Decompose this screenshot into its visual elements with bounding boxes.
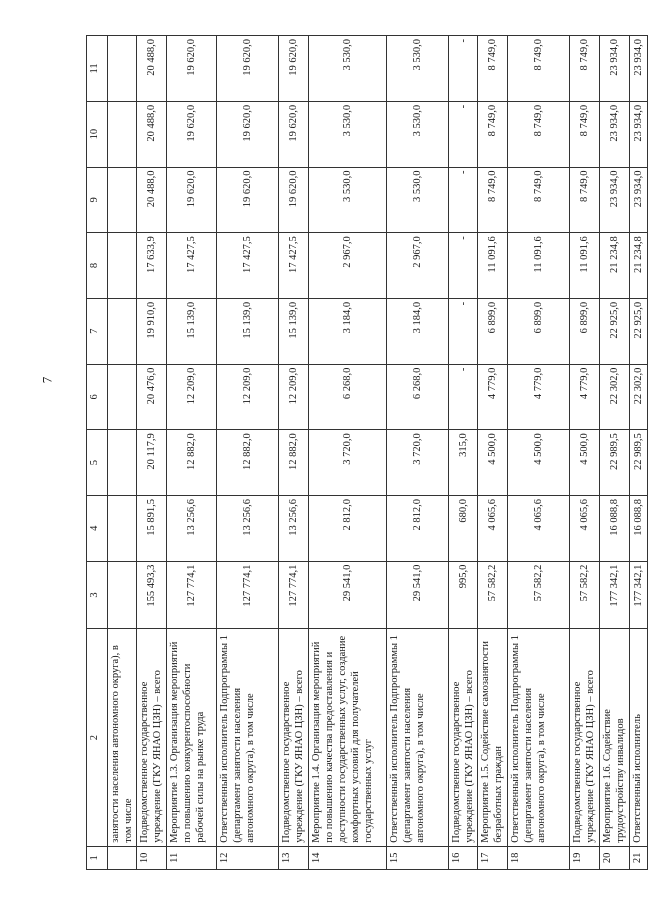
row-name-cell: занятости населения автономного округа), в том числе bbox=[108, 629, 137, 846]
value-cell: 13 256,6 bbox=[167, 495, 217, 561]
value-cell: 12 209,0 bbox=[217, 364, 279, 430]
value-cell: - bbox=[449, 364, 478, 430]
value-cell: 15 891,5 bbox=[137, 495, 167, 561]
header-cell: 1 bbox=[87, 846, 108, 869]
value-cell: 19 620,0 bbox=[279, 101, 309, 167]
value-cell: 6 268,0 bbox=[309, 364, 387, 430]
table-row bbox=[508, 36, 570, 870]
value-cell: 11 091,6 bbox=[478, 233, 508, 299]
value-cell: 17 427,5 bbox=[279, 233, 309, 299]
value-cell: 20 488,0 bbox=[137, 36, 167, 102]
value-cell: 19 620,0 bbox=[217, 167, 279, 233]
row-name-cell: Мероприятие 1.5. Содействие самозанятости безработных граждан bbox=[478, 629, 508, 846]
page-number: 7 bbox=[39, 376, 55, 384]
header-cell: 9 bbox=[87, 167, 108, 233]
value-cell: 19 620,0 bbox=[167, 36, 217, 102]
row-number-cell: 12 bbox=[217, 846, 279, 869]
row-number-cell: 14 bbox=[309, 846, 387, 869]
value-cell bbox=[108, 430, 137, 496]
value-cell bbox=[108, 233, 137, 299]
value-cell: 3 720,0 bbox=[387, 430, 449, 496]
value-cell: 8 749,0 bbox=[508, 101, 570, 167]
value-cell: 8 749,0 bbox=[570, 36, 600, 102]
row-number-cell: 20 bbox=[600, 846, 630, 869]
value-cell: 57 582,2 bbox=[478, 561, 508, 629]
header-cell: 11 bbox=[87, 36, 108, 102]
row-name-cell: Подведомственное государственное учреждение (ГКУ ЯНАО ЦЗН) – всего bbox=[570, 629, 600, 846]
row-number-cell: 21 bbox=[630, 846, 648, 869]
value-cell: 6 268,0 bbox=[387, 364, 449, 430]
value-cell: 12 209,0 bbox=[279, 364, 309, 430]
row-name-cell: Ответственный исполнитель Подпрограммы 1 (департамент занятости населения автономного округа), в том числе bbox=[508, 629, 570, 846]
value-cell: 20 488,0 bbox=[137, 101, 167, 167]
value-cell: 8 749,0 bbox=[478, 167, 508, 233]
value-cell: 21 234,8 bbox=[630, 233, 648, 299]
rotated-table-frame bbox=[86, 35, 644, 870]
value-cell: 19 620,0 bbox=[167, 101, 217, 167]
value-cell bbox=[108, 101, 137, 167]
table-row bbox=[167, 36, 217, 870]
table-row bbox=[570, 36, 600, 870]
value-cell: 3 720,0 bbox=[309, 430, 387, 496]
value-cell: 8 749,0 bbox=[478, 101, 508, 167]
value-cell: 127 774,1 bbox=[279, 561, 309, 629]
value-cell: 22 925,0 bbox=[600, 298, 630, 364]
value-cell: 12 209,0 bbox=[167, 364, 217, 430]
value-cell: 4 779,0 bbox=[478, 364, 508, 430]
row-number-cell: 19 bbox=[570, 846, 600, 869]
value-cell: 4 065,6 bbox=[508, 495, 570, 561]
value-cell: 23 934,0 bbox=[630, 36, 648, 102]
value-cell: 20 476,0 bbox=[137, 364, 167, 430]
value-cell: 680,0 bbox=[449, 495, 478, 561]
value-cell: 3 530,0 bbox=[387, 167, 449, 233]
value-cell: 4 065,6 bbox=[570, 495, 600, 561]
value-cell: - bbox=[449, 36, 478, 102]
value-cell bbox=[108, 364, 137, 430]
row-name-cell: Мероприятие 1.6. Содействие трудоустройству инвалидов bbox=[600, 629, 630, 846]
table-row bbox=[137, 36, 167, 870]
value-cell: 8 749,0 bbox=[570, 101, 600, 167]
value-cell: 22 989,5 bbox=[600, 430, 630, 496]
value-cell: 15 139,0 bbox=[167, 298, 217, 364]
value-cell: 17 427,5 bbox=[167, 233, 217, 299]
row-number-cell: 13 bbox=[279, 846, 309, 869]
value-cell: 315,0 bbox=[449, 430, 478, 496]
value-cell: 23 934,0 bbox=[630, 101, 648, 167]
value-cell: 8 749,0 bbox=[478, 36, 508, 102]
value-cell: - bbox=[449, 298, 478, 364]
table-row bbox=[387, 36, 449, 870]
value-cell: 19 620,0 bbox=[217, 101, 279, 167]
value-cell: 4 065,6 bbox=[478, 495, 508, 561]
value-cell: 29 541,0 bbox=[309, 561, 387, 629]
table-row bbox=[279, 36, 309, 870]
header-row bbox=[87, 36, 108, 870]
value-cell: 2 812,0 bbox=[309, 495, 387, 561]
value-cell: 19 620,0 bbox=[279, 36, 309, 102]
value-cell bbox=[108, 495, 137, 561]
value-cell: - bbox=[449, 167, 478, 233]
header-cell: 4 bbox=[87, 495, 108, 561]
row-number-cell bbox=[108, 846, 137, 869]
value-cell: 23 934,0 bbox=[600, 167, 630, 233]
value-cell: 19 620,0 bbox=[279, 167, 309, 233]
header-cell: 10 bbox=[87, 101, 108, 167]
table-body bbox=[108, 36, 648, 870]
table-row bbox=[217, 36, 279, 870]
value-cell: 57 582,2 bbox=[570, 561, 600, 629]
value-cell: 13 256,6 bbox=[279, 495, 309, 561]
row-number-cell: 17 bbox=[478, 846, 508, 869]
header-cell: 6 bbox=[87, 364, 108, 430]
header-cell: 3 bbox=[87, 561, 108, 629]
value-cell: 4 500,0 bbox=[478, 430, 508, 496]
value-cell: 2 812,0 bbox=[387, 495, 449, 561]
value-cell: 995,0 bbox=[449, 561, 478, 629]
value-cell: 20 488,0 bbox=[137, 167, 167, 233]
value-cell: 17 633,9 bbox=[137, 233, 167, 299]
value-cell: 3 184,0 bbox=[309, 298, 387, 364]
value-cell: 8 749,0 bbox=[508, 167, 570, 233]
row-name-cell: Подведомственное государственное учреждение (ГКУ ЯНАО ЦЗН) – всего bbox=[137, 629, 167, 846]
value-cell: 2 967,0 bbox=[387, 233, 449, 299]
header-cell: 7 bbox=[87, 298, 108, 364]
value-cell: 12 882,0 bbox=[217, 430, 279, 496]
header-cell: 8 bbox=[87, 233, 108, 299]
header-cell: 2 bbox=[87, 629, 108, 846]
value-cell: 3 530,0 bbox=[309, 101, 387, 167]
value-cell: 155 493,3 bbox=[137, 561, 167, 629]
value-cell: 20 117,9 bbox=[137, 430, 167, 496]
value-cell: 19 620,0 bbox=[167, 167, 217, 233]
value-cell: - bbox=[449, 101, 478, 167]
value-cell: 22 989,5 bbox=[630, 430, 648, 496]
table-row bbox=[309, 36, 387, 870]
value-cell: 16 088,8 bbox=[630, 495, 648, 561]
row-number-cell: 10 bbox=[137, 846, 167, 869]
value-cell: 127 774,1 bbox=[217, 561, 279, 629]
value-cell: 12 882,0 bbox=[167, 430, 217, 496]
value-cell: 15 139,0 bbox=[217, 298, 279, 364]
value-cell: 23 934,0 bbox=[630, 167, 648, 233]
value-cell: 6 899,0 bbox=[570, 298, 600, 364]
budget-table bbox=[86, 35, 648, 870]
row-number-cell: 15 bbox=[387, 846, 449, 869]
value-cell: 8 749,0 bbox=[508, 36, 570, 102]
value-cell: 3 530,0 bbox=[387, 36, 449, 102]
row-name-cell: Подведомственное государственное учреждение (ГКУ ЯНАО ЦЗН) – всего bbox=[449, 629, 478, 846]
value-cell: 12 882,0 bbox=[279, 430, 309, 496]
row-name-cell: Ответственный исполнитель bbox=[630, 629, 648, 846]
value-cell: 19 620,0 bbox=[217, 36, 279, 102]
value-cell: 177 342,1 bbox=[600, 561, 630, 629]
table-container bbox=[86, 35, 644, 870]
value-cell bbox=[108, 167, 137, 233]
value-cell: 3 530,0 bbox=[309, 36, 387, 102]
value-cell: 3 530,0 bbox=[387, 101, 449, 167]
row-name-cell: Подведомственное государственное учреждение (ГКУ ЯНАО ЦЗН) – всего bbox=[279, 629, 309, 846]
row-name-cell: Ответственный исполнитель Подпрограммы 1 (департамент занятости населения автономного округа), в том числе bbox=[387, 629, 449, 846]
value-cell: 4 779,0 bbox=[570, 364, 600, 430]
value-cell: 29 541,0 bbox=[387, 561, 449, 629]
value-cell: 8 749,0 bbox=[570, 167, 600, 233]
value-cell bbox=[108, 36, 137, 102]
table-row bbox=[600, 36, 630, 870]
value-cell: 22 302,0 bbox=[600, 364, 630, 430]
value-cell: 23 934,0 bbox=[600, 36, 630, 102]
value-cell: 4 779,0 bbox=[508, 364, 570, 430]
value-cell: 17 427,5 bbox=[217, 233, 279, 299]
value-cell: 6 899,0 bbox=[508, 298, 570, 364]
value-cell bbox=[108, 561, 137, 629]
table-row bbox=[108, 36, 137, 870]
row-name-cell: Ответственный исполнитель Подпрограммы 1 (департамент занятости населения автономного округа), в том числе bbox=[217, 629, 279, 846]
value-cell: 2 967,0 bbox=[309, 233, 387, 299]
value-cell: 4 500,0 bbox=[570, 430, 600, 496]
row-name-cell: Мероприятие 1.4. Организация мероприятий по повышению качества предоставления и доступности государственных услуг, создание комфортных условий для получателей государственных услуг bbox=[309, 629, 387, 846]
value-cell: 127 774,1 bbox=[167, 561, 217, 629]
header-cell: 5 bbox=[87, 430, 108, 496]
value-cell: 23 934,0 bbox=[600, 101, 630, 167]
value-cell: 3 184,0 bbox=[387, 298, 449, 364]
value-cell: 177 342,1 bbox=[630, 561, 648, 629]
value-cell: 22 302,0 bbox=[630, 364, 648, 430]
row-number-cell: 16 bbox=[449, 846, 478, 869]
value-cell: 57 582,2 bbox=[508, 561, 570, 629]
value-cell: 16 088,8 bbox=[600, 495, 630, 561]
value-cell: 13 256,6 bbox=[217, 495, 279, 561]
value-cell: 21 234,8 bbox=[600, 233, 630, 299]
value-cell: 11 091,6 bbox=[570, 233, 600, 299]
row-name-cell: Мероприятие 1.3. Организация мероприятий по повышению конкурентоспособности рабочей силы на рынке труда bbox=[167, 629, 217, 846]
row-number-cell: 11 bbox=[167, 846, 217, 869]
table-row bbox=[449, 36, 478, 870]
value-cell: 15 139,0 bbox=[279, 298, 309, 364]
table-row bbox=[478, 36, 508, 870]
value-cell: 19 910,0 bbox=[137, 298, 167, 364]
value-cell: 6 899,0 bbox=[478, 298, 508, 364]
value-cell: 11 091,6 bbox=[508, 233, 570, 299]
value-cell: - bbox=[449, 233, 478, 299]
value-cell: 4 500,0 bbox=[508, 430, 570, 496]
value-cell: 3 530,0 bbox=[309, 167, 387, 233]
table-row bbox=[630, 36, 648, 870]
value-cell: 22 925,0 bbox=[630, 298, 648, 364]
row-number-cell: 18 bbox=[508, 846, 570, 869]
value-cell bbox=[108, 298, 137, 364]
